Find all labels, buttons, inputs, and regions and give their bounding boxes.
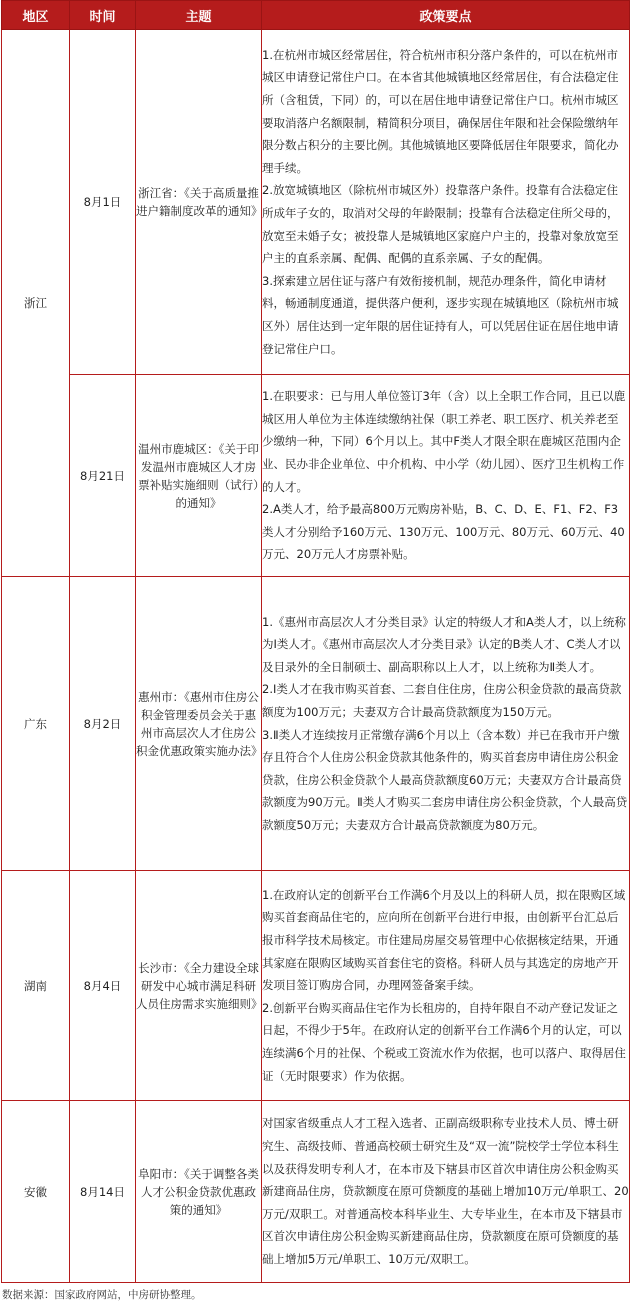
points-cell	[262, 871, 630, 1101]
table-row	[2, 1101, 630, 1283]
date-cell: 8月14日	[70, 1101, 136, 1283]
policy-point: 1.《惠州市高层次人才分类目录》认定的特级人才和A类人才，以上统称为Ⅰ类人才。《惠州市高层次人才分类目录》认定的B类人才、C类人才以及目录外的全日制硕士、副高职称以上人才，以上统称为Ⅱ类人才。	[262, 614, 626, 674]
date-cell: 8月1日	[70, 30, 136, 375]
points-cell	[262, 30, 630, 375]
region-cell: 安徽	[2, 1101, 70, 1283]
policy-point: 2.创新平台购买商品住宅作为长租房的，自持年限自不动产登记发证之日起，不得少于5年。在政府认定的创新平台工作满6个月的认定，可以连续满6个月的社保、个税或工资流水作为依据，也可以落户、取得居住证（无时限要求）作为依据。	[262, 1000, 626, 1083]
topic-cell: 长沙市：《全力建设全球研发中心城市满足科研人员住房需求实施细则》	[136, 871, 262, 1101]
topic-cell: 浙江省：《关于高质量推进户籍制度改革的通知》	[136, 30, 262, 375]
policy-point: 1.在杭州市城区经常居住，符合杭州市积分落户条件的，可以在杭州市城区申请登记常住户口。在本省其他城镇地区经常居住，有合法稳定住所（含租赁，下同）的，可以在居住地申请登记常住户口。杭州市城区要取消落户名额限制，精简积分项目，确保居住年限和社会保险缴纳年限分数占积分的主要比例。其他城镇地区要降低居住年限要求，简化办理手续。	[262, 47, 619, 175]
header-region: 地区	[2, 1, 70, 30]
region-cell: 湖南	[2, 871, 70, 1101]
policy-point: 2.A类人才，给予最高800万元购房补贴，B、C、D、E、F1、F2、F3类人才分别给予160万元、130万元、100万元、80万元、60万元、40万元、20万元人才房票补贴。	[262, 502, 625, 562]
date-cell: 8月21日	[70, 375, 136, 577]
date-cell: 8月4日	[70, 871, 136, 1101]
data-source-note: 数据来源：国家政府网站，中房研协整理。	[2, 1289, 202, 1301]
points-cell	[262, 375, 630, 577]
policy-point: 2.Ⅰ类人才在我市购买首套、二套自住住房，住房公积金贷款的最高贷款额度为100万元；夫妻双方合计最高贷款额度为150万元。	[262, 682, 622, 719]
policy-point: 3.探索建立居住证与落户有效衔接机制，规范办理条件，简化申请材料，畅通制度通道，提供落户便利，逐步实现在城镇地区（除杭州市城区外）居住达到一定年限的居住证持有人，可以凭居住证在居住地申请登记常住户口。	[262, 273, 619, 356]
policy-point: 对国家省级重点人才工程入选者、正副高级职称专业技术人员、博士研究生、高级技师、普通高校硕士研究生及“双一流”院校学士学位本科生以及获得发明专利人才，在本市及下辖县市区首次申请住房公积金购买新建商品住房，贷款额度在原可贷额度的基础上增加10万元/单职工、20万元/双职工。对普通高校本科毕业生、大专毕业生，在本市及下辖县市区首次申请住房公积金购买新建商品住房，贷款额度在原可贷额度的基础上增加5万元/单职工、10万元/双职工。	[262, 1116, 629, 1266]
policy-table	[1, 0, 630, 1283]
date-cell: 8月2日	[70, 577, 136, 871]
policy-point: 1.在政府认定的创新平台工作满6个月及以上的科研人员，拟在限购区域购买首套商品住宅的，应向所在创新平台进行申报，由创新平台汇总后报市科学技术局核定。市住建局房屋交易管理中心依据核定结果，开通其家庭在限购区域购买首套住宅的资格。科研人员与其选定的房地产开发项目签订购房合同，办理网签备案手续。	[262, 887, 626, 993]
table-row	[2, 30, 630, 375]
table-row	[2, 375, 630, 577]
topic-cell: 温州市鹿城区：《关于印发温州市鹿城区人才房票补贴实施细则（试行）的通知》	[136, 375, 262, 577]
policy-point: 1.在职要求：已与用人单位签订3年（含）以上全职工作合同，且已以鹿城区用人单位为主体连续缴纳社保（职工养老、职工医疗、机关养老至少缴纳一种，下同）6个月以上。其中F类人才限全职在鹿城区范围内企业、民办非企业单位、中介机构、中小学（幼儿园）、医疗卫生机构工作的人才。	[262, 389, 626, 494]
table-row	[2, 577, 630, 871]
header-topic: 主题	[136, 1, 262, 30]
region-cell: 浙江	[2, 30, 70, 577]
region-cell: 广东	[2, 577, 70, 871]
topic-cell: 惠州市：《惠州市住房公积金管理委员会关于惠州市高层次人才住房公积金优惠政策实施办法》	[136, 577, 262, 871]
header-points: 政策要点	[262, 1, 630, 30]
points-cell	[262, 577, 630, 871]
topic-cell: 阜阳市：《关于调整各类人才公积金贷款优惠政策的通知》	[136, 1101, 262, 1283]
policy-point: 2.放宽城镇地区（除杭州市城区外）投靠落户条件。投靠有合法稳定住所成年子女的，取消对父母的年龄限制；投靠有合法稳定住所父母的，放宽至未婚子女；被投靠人是城镇地区家庭户户主的，投靠对象放宽至户主的直系亲属、配偶、配偶的直系亲属、子女的配偶。	[262, 183, 619, 266]
policy-point: 3.Ⅱ类人才连续按月正常缴存满6个月以上（含本数）并已在我市开户缴存且符合个人住房公积金贷款其他条件的，购买首套房申请住房公积金贷款，住房公积金贷款个人最高贷款额度60万元；夫妻双方合计最高贷款额度为90万元。Ⅱ类人才购买二套房申请住房公积金贷款，个人最高贷款额度50万元；夫妻双方合计最高贷款额度为80万元。	[262, 727, 628, 832]
table-header-row	[2, 1, 630, 30]
points-cell	[262, 1101, 630, 1283]
table-row	[2, 871, 630, 1101]
header-date: 时间	[70, 1, 136, 30]
